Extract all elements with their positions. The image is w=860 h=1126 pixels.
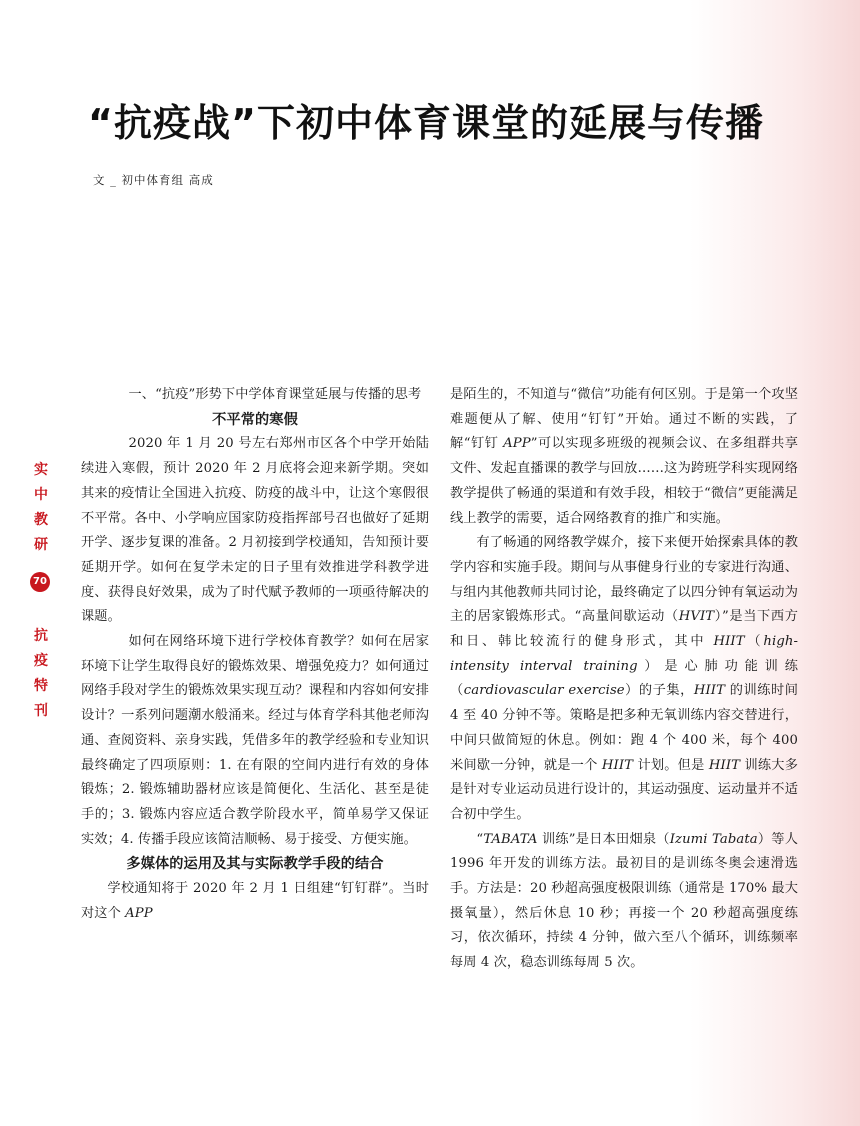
text-run: 训练”是日本田畑泉（ (537, 831, 670, 847)
text-run: HIIT (708, 757, 741, 773)
paragraph-start (81, 877, 429, 926)
sidebar-char: 抗 (34, 628, 48, 644)
sidebar-char: 刊 (34, 703, 48, 719)
sidebar-column-label (0, 458, 82, 558)
paragraph: 2020 年 1 月 20 号左右郑州市区各个中学开始陆续进入寒假，预计 2020 年 2 月底将会迎来新学期。突如其来的疫情让全国进入抗疫、防疫的战斗中，让这个寒假很不平常。各中、小学响应国家防疫指挥部号召也做好了延期开学、逐步复课的准备。2 月初接到学校通知，告知预计要延期开学。如何在复学未定的日子里有效推进学科教学进度、获得良好效果，成为了时代赋予教师的一项亟待解决的课题。 (81, 436, 429, 625)
text-run: （ (744, 634, 764, 650)
sidebar-char: 特 (34, 678, 48, 694)
page-number-badge: 70 (30, 572, 50, 592)
text-run: 的训练时间 4 至 40 分钟不等。策略是把多种无氧训练内容交替进行，中间只做简短的休息。例如：跑 4 个 400 米，每个 400 米间歇一分钟，就是一个 (450, 683, 798, 773)
text-run: HIIT (601, 757, 634, 773)
text-run: TABATA (483, 831, 538, 847)
left-text-column (81, 383, 429, 926)
sidebar-issue-label (0, 624, 82, 724)
text-run: “ (476, 831, 484, 847)
section-title: 一、“抗疫”形势下中学体育课堂延展与传播的思考 (128, 387, 422, 402)
text-run: ）是心肺功能训练（ (450, 658, 798, 699)
paragraph: 如何在网络环境下进行学校体育教学？如何在居家环境下让学生取得良好的锻炼效果、增强免疫力？如何通过网络手段对学生的锻炼效果实现互动？课程和内容如何安排设计？一系列问题潮水般涌来。经过与体育学科其他老师沟通、查阅资料、亲身实践，凭借多年的教学经验和专业知识最终确定了四项原则：1. 在有限的空间内进行有效的身体锻炼；2. 锻炼辅助器材应该是简便化、生活化、甚至是徒手的；3. 锻炼内容应适合教学阶段水平，简单易学又保证实效；4. 传播手段应该简洁顺畅、易于接受、方便实施。 (81, 634, 429, 847)
text-run: 学校通知将于 2020 年 2 月 1 日组建“钉钉群”。当时对这个 (81, 881, 429, 921)
sidebar-char: 中 (34, 487, 48, 503)
text-run: APP (503, 436, 531, 452)
sidebar-char: 实 (34, 462, 48, 478)
text-run: 是陌生的，不知道与“微信”功能有何区别。于是第一个攻坚难题便从了解、使用“钉钉”开始。通过不断的实践，了解“钉钉 (450, 387, 798, 452)
text-run: 训练大多是针对专业运动员进行设计的，其运动强度、运动量并不适合初中学生。 (450, 757, 798, 822)
sidebar-char: 研 (34, 537, 48, 553)
text-run: ）”是当下西方和日、韩比较流行的健身形式，其中 (450, 609, 798, 650)
text-run: ）等人 1996 年开发的训练方法。最初目的是训练冬奥会速滑选手。方法是：20 秒超高强度极限训练（通常是 170% 最大摄氧量），然后休息 10 秒；再接一个 20 秒超高强度练习，依次循环，持续 4 分钟，做六至八个循环，训练频率每周 4 次，稳态训练每周 5 次。 (450, 831, 798, 971)
subheading: 多媒体的运用及其与实际教学手段的结合 (126, 856, 384, 873)
text-run: Izumi Tabata (669, 831, 758, 847)
text-run: APP (125, 905, 153, 921)
text-run: 有了畅通的网络教学媒介，接下来便开始探索具体的教学内容和实施手段。期间与从事健身行业的专家进行沟通、与组内其他教师共同讨论，最终确定了以四分钟有氧运动为主的居家锻炼形式。“高量间歇运动（ (450, 535, 798, 625)
paragraph (450, 531, 798, 827)
sidebar-char: 疫 (34, 653, 48, 669)
text-run: ）的子集， (624, 683, 694, 699)
text-run: cardiovascular exercise (463, 683, 625, 699)
paragraph (450, 828, 798, 976)
article-title: “抗疫战”下初中体育课堂的延展与传播 (88, 101, 764, 145)
text-run: HVIT (678, 609, 715, 625)
text-run: 计划。但是 (633, 757, 709, 773)
right-text-column (450, 383, 798, 976)
article-byline: 文 _ 初中体育组 高成 (93, 173, 214, 187)
text-run: HIIT (693, 683, 725, 699)
subheading: 不平常的寒假 (212, 411, 298, 428)
paragraph-continued (450, 383, 798, 531)
text-run: HIIT (713, 634, 745, 650)
text-run: ”可以实现多班级的视频会议、在多组群共享文件、发起直播课的教学与回放……这为跨班学科实现网络教学提供了畅通的渠道和有效手段，相较于“微信”更能满足线上教学的需要，适合网络教育的推广和实施。 (450, 436, 798, 526)
sidebar-char: 教 (34, 512, 48, 528)
text-run: high-intensity interval training (450, 634, 799, 674)
